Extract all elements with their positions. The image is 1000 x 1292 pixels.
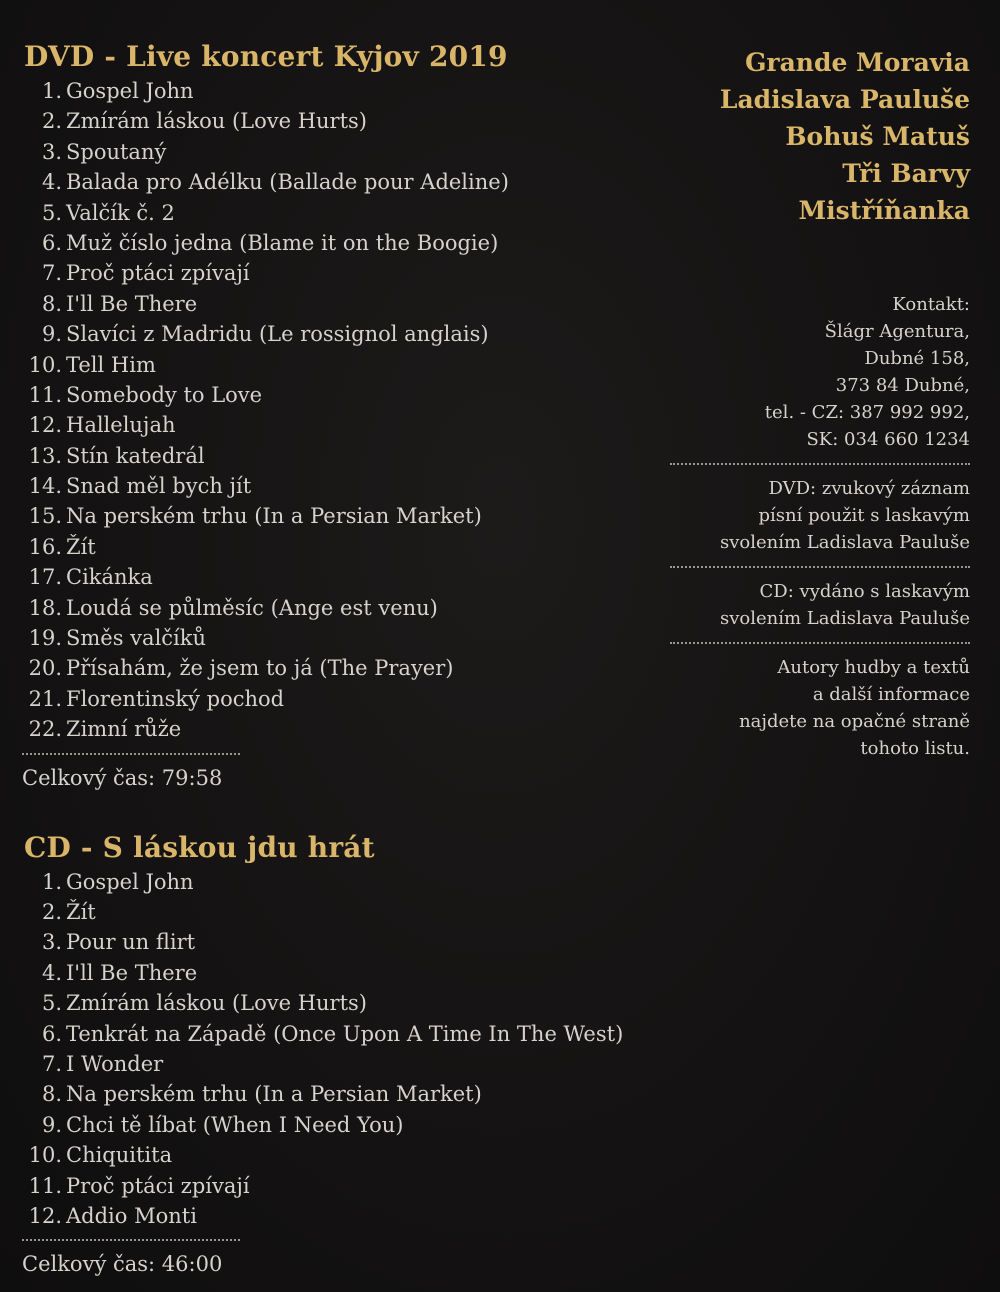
track-number: 5. <box>41 991 62 1016</box>
dvd-title: DVD - Live koncert Kyjov 2019 <box>24 40 508 73</box>
track-number: 1. <box>41 79 62 103</box>
track-number: 19. <box>28 626 62 651</box>
track-number: 11. <box>28 1173 62 1198</box>
track-item <box>22 198 702 228</box>
contact-line: Dubné 158, <box>864 348 970 369</box>
track-item <box>22 410 702 440</box>
note-line: CD: vydáno s laskavým <box>759 581 970 602</box>
track-item <box>22 501 702 531</box>
artist-name: Bohuš Matuš <box>785 122 970 151</box>
cd-section <box>22 829 702 1282</box>
track-item <box>22 1201 702 1231</box>
track-title: Proč ptáci zpívají <box>66 1173 250 1198</box>
track-number: 7. <box>41 261 62 286</box>
track-number: 4. <box>41 960 62 985</box>
track-item <box>22 867 702 897</box>
note-line: DVD: zvukový záznam <box>768 478 970 499</box>
track-title: Stín katedrál <box>66 443 205 468</box>
track-title: Žít <box>66 534 96 559</box>
contact-line: Kontakt: <box>892 294 970 315</box>
track-number: 9. <box>41 1112 62 1137</box>
dvd-section <box>22 38 702 795</box>
track-item <box>22 927 702 957</box>
dvd-credit-note <box>630 475 970 556</box>
cd-track-list <box>22 867 702 1232</box>
track-item <box>22 562 702 592</box>
contact-block <box>630 291 970 453</box>
info-divider <box>670 463 970 465</box>
track-number: 2. <box>41 109 62 134</box>
note-line: Autory hudby a textů <box>777 657 970 678</box>
track-title: Směs valčíků <box>66 626 207 651</box>
track-number: 21. <box>28 686 62 711</box>
track-item <box>22 1019 702 1049</box>
track-number: 6. <box>41 1021 62 1046</box>
track-item <box>22 76 702 106</box>
contact-line: Šlágr Agentura, <box>824 321 970 342</box>
track-number: 9. <box>41 322 62 347</box>
track-item <box>22 258 702 288</box>
contact-line: 373 84 Dubné, <box>835 375 970 396</box>
track-number: 18. <box>28 595 62 620</box>
track-number: 14. <box>28 474 62 499</box>
artist-list <box>630 44 970 229</box>
track-title: Spoutaný <box>66 139 167 164</box>
track-title: Addio Monti <box>66 1203 197 1228</box>
track-title: I'll Be There <box>66 291 198 316</box>
contact-line: SK: 034 660 1234 <box>806 429 970 450</box>
track-number: 6. <box>41 230 62 255</box>
track-number: 12. <box>28 413 62 438</box>
track-title: Na perském trhu (In a Persian Market) <box>66 1082 482 1107</box>
dvd-track-list <box>22 76 702 745</box>
track-number: 1. <box>41 869 62 894</box>
track-number: 20. <box>28 656 62 681</box>
track-item <box>22 1171 702 1201</box>
track-item <box>22 1140 702 1170</box>
track-number: 10. <box>28 1143 62 1168</box>
track-number: 4. <box>41 170 62 195</box>
track-item <box>22 137 702 167</box>
artist-name: Ladislava Pauluše <box>719 85 970 114</box>
track-title: I Wonder <box>66 1051 164 1076</box>
track-title: Somebody to Love <box>66 382 263 407</box>
track-title: Gospel John <box>66 869 194 894</box>
track-item <box>22 319 702 349</box>
track-title: Přísahám, že jsem to já (The Prayer) <box>66 656 454 681</box>
track-title: Loudá se půlměsíc (Ange est venu) <box>66 595 438 620</box>
cd-credit-note <box>630 578 970 632</box>
track-title: Cikánka <box>66 565 153 590</box>
track-number: 17. <box>28 565 62 590</box>
track-title: I'll Be There <box>66 960 198 985</box>
track-item <box>22 897 702 927</box>
track-item <box>22 958 702 988</box>
cd-title: CD - S láskou jdu hrát <box>24 830 375 864</box>
track-number: 3. <box>41 139 62 164</box>
track-number: 8. <box>41 1082 62 1107</box>
track-title: Muž číslo jedna (Blame it on the Boogie) <box>66 230 499 255</box>
track-number: 8. <box>41 291 62 316</box>
track-item <box>22 441 702 471</box>
track-number: 2. <box>41 899 62 924</box>
track-item <box>22 289 702 319</box>
track-item <box>22 988 702 1018</box>
track-title: Florentinský pochod <box>66 686 285 711</box>
track-title: Chci tě líbat (When I Need You) <box>66 1112 404 1137</box>
track-title: Tell Him <box>66 352 156 377</box>
track-title: Zmírám láskou (Love Hurts) <box>66 109 367 134</box>
track-title: Gospel John <box>66 79 194 103</box>
cd-divider <box>22 1239 240 1241</box>
note-line: najdete na opačné straně <box>739 711 970 732</box>
note-line: svolením Ladislava Pauluše <box>720 532 970 553</box>
dvd-total-time: Celkový čas: 79:58 <box>22 765 223 790</box>
note-line: písní použit s laskavým <box>758 505 970 526</box>
track-item <box>22 684 702 714</box>
track-title: Tenkrát na Západě (Once Upon A Time In The West) <box>66 1021 624 1046</box>
track-number: 22. <box>28 717 62 742</box>
track-item <box>22 1049 702 1079</box>
track-number: 10. <box>28 352 62 377</box>
track-title: Zmírám láskou (Love Hurts) <box>66 991 367 1016</box>
track-item <box>22 593 702 623</box>
track-number: 7. <box>41 1051 62 1076</box>
track-item <box>22 471 702 501</box>
track-title: Hallelujah <box>66 413 176 438</box>
track-item <box>22 653 702 683</box>
track-item <box>22 532 702 562</box>
track-item <box>22 106 702 136</box>
dvd-divider <box>22 753 240 755</box>
track-item <box>22 1079 702 1109</box>
track-title: Chiquitita <box>66 1143 173 1168</box>
track-item <box>22 380 702 410</box>
track-number: 12. <box>28 1203 62 1228</box>
track-number: 13. <box>28 443 62 468</box>
track-number: 5. <box>41 200 62 225</box>
track-number: 3. <box>41 930 62 955</box>
track-title: Žít <box>66 899 96 924</box>
track-title: Proč ptáci zpívají <box>66 261 250 286</box>
track-title: Valčík č. 2 <box>66 200 175 225</box>
info-divider <box>670 566 970 568</box>
cd-total-time: Celkový čas: 46:00 <box>22 1252 223 1277</box>
track-number: 15. <box>28 504 62 529</box>
track-item <box>22 228 702 258</box>
track-title: Balada pro Adélku (Ballade pour Adeline) <box>66 170 509 195</box>
track-item <box>22 350 702 380</box>
track-number: 11. <box>28 382 62 407</box>
track-title: Zimní růže <box>66 717 182 742</box>
track-title: Na perském trhu (In a Persian Market) <box>66 504 482 529</box>
track-title: Snad měl bych jít <box>66 474 252 499</box>
track-item <box>22 167 702 197</box>
track-title: Slavíci z Madridu (Le rossignol anglais) <box>66 322 489 347</box>
tracklist-column <box>22 38 702 1281</box>
note-line: a další informace <box>812 684 970 705</box>
info-divider <box>670 642 970 644</box>
note-line: tohoto listu. <box>860 738 970 759</box>
artist-name: Tři Barvy <box>842 159 970 188</box>
note-line: svolením Ladislava Pauluše <box>720 608 970 629</box>
artist-name: Grande Moravia <box>745 48 970 77</box>
track-item <box>22 1110 702 1140</box>
contact-line: tel. - CZ: 387 992 992, <box>764 402 970 423</box>
artist-name: Mistříňanka <box>798 196 970 225</box>
track-item <box>22 714 702 744</box>
track-number: 16. <box>28 534 62 559</box>
track-item <box>22 623 702 653</box>
track-title: Pour un flirt <box>66 930 196 955</box>
authors-note <box>630 654 970 762</box>
info-column <box>630 44 970 762</box>
